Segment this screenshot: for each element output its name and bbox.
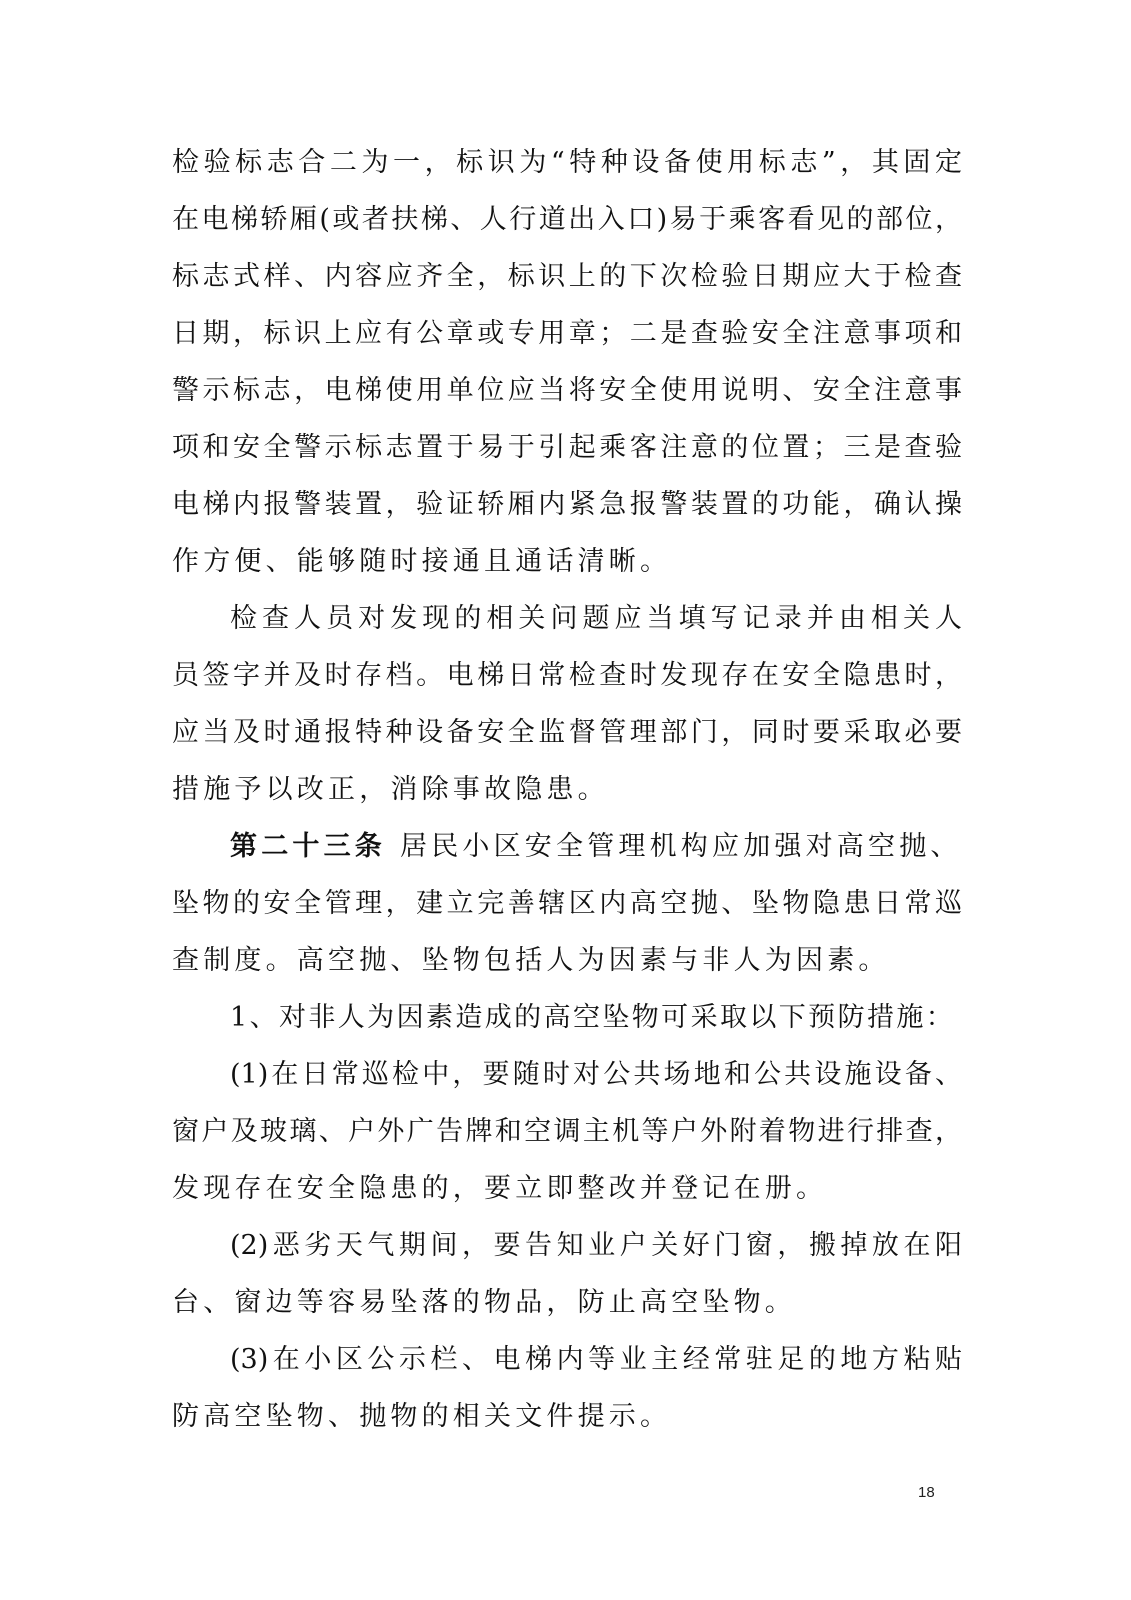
- text-line: 作方便、能够随时接通且通话清晰。: [172, 546, 672, 577]
- article-first-line: [230, 824, 962, 870]
- list-item-1: (1)在日常巡检中，要随时对公共场地和公共设施设备、: [230, 1059, 962, 1090]
- text-line: 发现存在安全隐患的，要立即整改并登记在册。: [172, 1173, 828, 1204]
- list-item-2: (2)恶劣天气期间，要告知业户关好门窗，搬掉放在阳: [230, 1230, 962, 1261]
- list-heading: 1、对非人为因素造成的高空坠物可采取以下预防措施：: [230, 1002, 956, 1033]
- text-line: 员签字并及时存档。电梯日常检查时发现存在安全隐患时，: [172, 660, 962, 691]
- text-line: 标志式样、内容应齐全，标识上的下次检验日期应大于检查: [172, 261, 962, 292]
- text-line: 措施予以改正，消除事故隐患。: [172, 774, 609, 805]
- text-line: 日期，标识上应有公章或专用章；二是查验安全注意事项和: [172, 318, 962, 349]
- text-line: 台、窗边等容易坠落的物品，防止高空坠物。: [172, 1287, 796, 1318]
- text-line: 电梯内报警装置，验证轿厢内紧急报警装置的功能，确认操: [172, 489, 962, 520]
- text-line: 项和安全警示标志置于易于引起乘客注意的位置；三是查验: [172, 432, 962, 463]
- text-line: 防高空坠物、抛物的相关文件提示。: [172, 1401, 672, 1432]
- list-item-3: (3)在小区公示栏、电梯内等业主经常驻足的地方粘贴: [230, 1344, 962, 1375]
- text-line: 检验标志合二为一，标识为“特种设备使用标志”，其固定: [172, 147, 962, 178]
- text-line: 警示标志，电梯使用单位应当将安全使用说明、安全注意事: [172, 375, 962, 406]
- text-line: 窗户及玻璃、户外广告牌和空调主机等户外附着物进行排查，: [172, 1116, 962, 1147]
- text-line: 查制度。高空抛、坠物包括人为因素与非人为因素。: [172, 945, 890, 976]
- article-heading: 第二十三条: [230, 831, 386, 862]
- paragraph-first-line: 检查人员对发现的相关问题应当填写记录并由相关人: [230, 603, 962, 634]
- text-line: 在电梯轿厢(或者扶梯、人行道出入口)易于乘客看见的部位，: [172, 204, 962, 235]
- text-line: 坠物的安全管理，建立完善辖区内高空抛、坠物隐患日常巡: [172, 888, 962, 919]
- text-line: 应当及时通报特种设备安全监督管理部门，同时要采取必要: [172, 717, 962, 748]
- page-number: 18: [918, 1484, 935, 1501]
- article-text: 居民小区安全管理机构应加强对高空抛、: [400, 831, 962, 862]
